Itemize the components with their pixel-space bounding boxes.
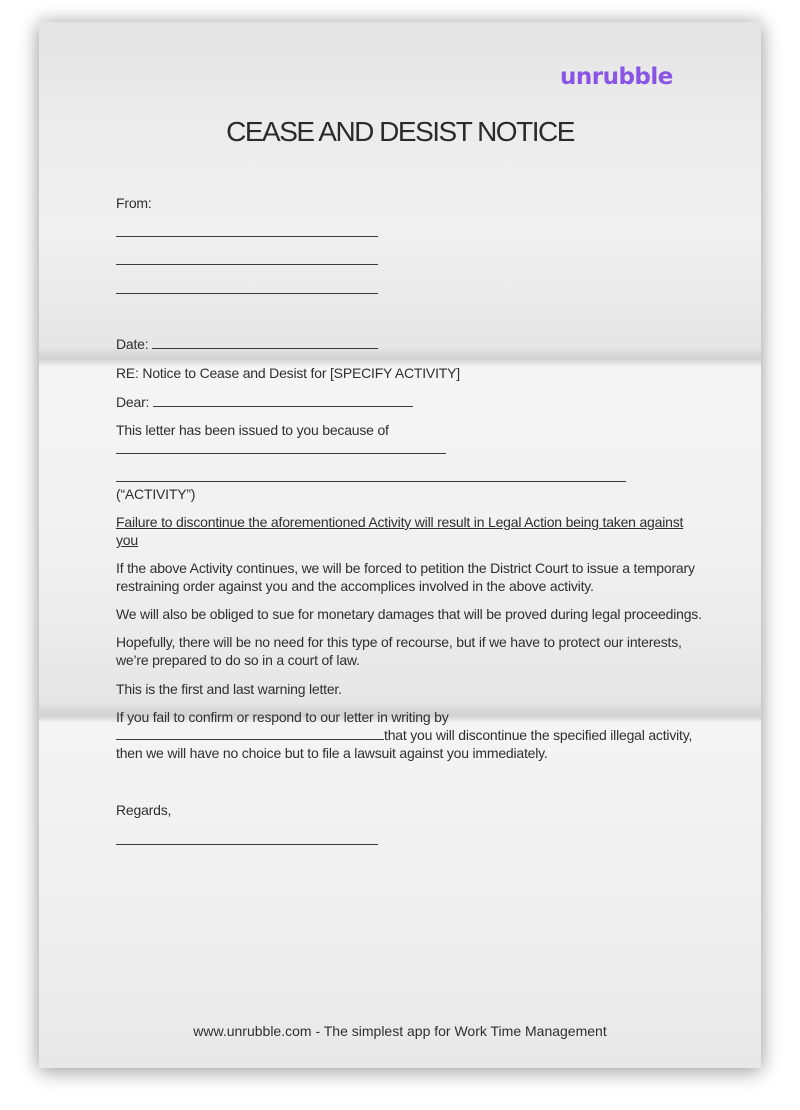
failure-line-1: Failure to discontinue the aforementioned Activity will result in Legal Action being taken against: [116, 514, 684, 530]
para1-line-1: If the above Activity continues, we will be forced to petition the District Court to issue a temporary: [116, 560, 695, 576]
unrubble-logo: unrubble: [560, 64, 673, 90]
dear-label: Dear:: [116, 394, 150, 410]
para5-line-2: [116, 725, 692, 745]
dear-field[interactable]: [153, 392, 413, 407]
para5-line-2-text: that you will discontinue the specified illegal activity,: [384, 727, 693, 743]
signature-line[interactable]: [116, 844, 378, 845]
page-title: CEASE AND DESIST NOTICE: [226, 116, 574, 147]
from-line-2[interactable]: [116, 264, 378, 265]
date-field[interactable]: [152, 334, 378, 349]
document-page: [39, 22, 761, 1068]
dear-row: [116, 392, 413, 412]
para2: We will also be obliged to sue for monetary damages that will be proved during legal proceedings.: [116, 606, 702, 622]
from-line-1[interactable]: [116, 236, 378, 237]
because-line-1[interactable]: [116, 453, 446, 454]
para3-line-1: Hopefully, there will be no need for this type of recourse, but if we have to protect our interests,: [116, 634, 682, 650]
para5-line-3: then we will have no choice but to file a lawsuit against you immediately.: [116, 745, 548, 761]
para5-line-1: If you fail to confirm or respond to our letter in writing by: [116, 709, 449, 725]
para4: This is the first and last warning letter.: [116, 681, 342, 697]
because-line-2[interactable]: [116, 481, 626, 482]
deadline-field[interactable]: [116, 725, 384, 740]
activity-label: (“ACTIVITY”): [116, 486, 196, 502]
para1-line-2: restraining order against you and the accomplices involved in the above activity.: [116, 578, 594, 594]
from-label: From:: [116, 195, 152, 211]
regards-label: Regards,: [116, 802, 172, 818]
date-row: [116, 334, 378, 354]
re-line: RE: Notice to Cease and Desist for [SPECIFY ACTIVITY]: [116, 365, 460, 381]
failure-line-2: you: [116, 532, 138, 548]
because-text: This letter has been issued to you because of: [116, 422, 389, 438]
para3-line-2: we’re prepared to do so in a court of law.: [116, 652, 360, 668]
date-label: Date:: [116, 336, 149, 352]
from-line-3[interactable]: [116, 293, 378, 294]
footer-text: www.unrubble.com - The simplest app for Work Time Management: [193, 1023, 607, 1039]
